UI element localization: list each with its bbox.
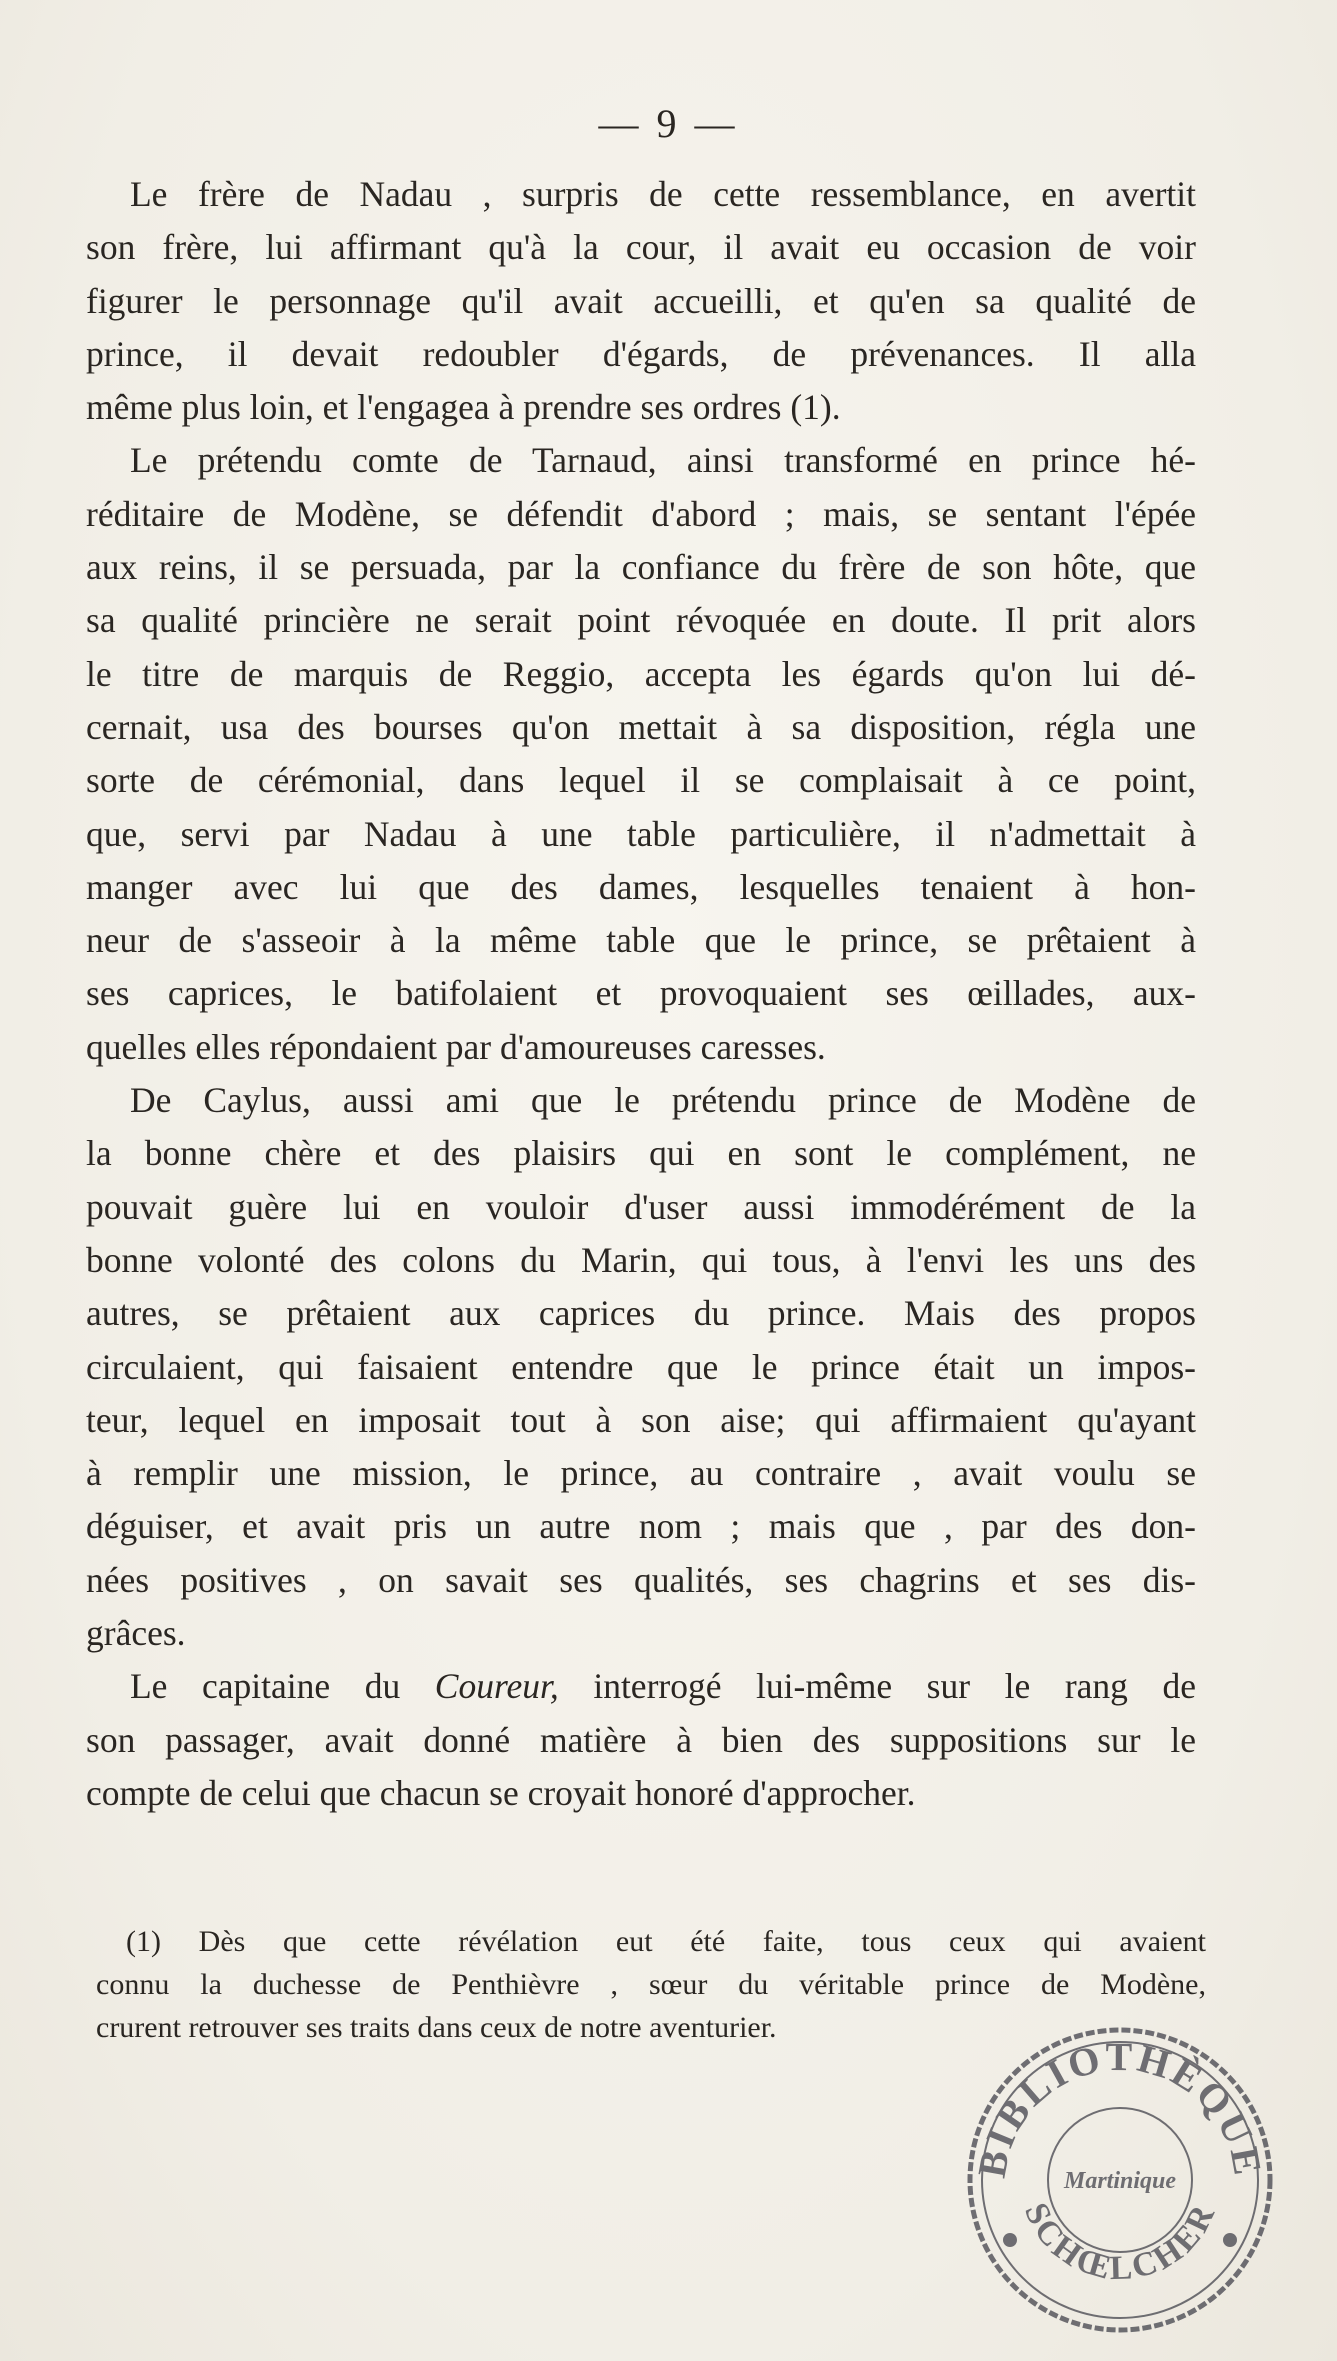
text-line: quelles elles répondaient par d'amoureuses caresses. [86, 1026, 826, 1067]
text-line: Le frère de Nadau , surpris de cette ressemblance, en avertit [130, 174, 1196, 214]
footnote-line: (1) Dès que cette révélation eut été faite, tous ceux qui avaient [126, 1925, 1206, 1958]
text-line: cernait, usa des bourses qu'on mettait à sa disposition, régla une [86, 706, 1196, 747]
footnote-line: crurent retrouver ses traits dans ceux de notre aventurier. [96, 2011, 777, 2044]
stamp-dot-left [1003, 2233, 1017, 2247]
text-line: De Caylus, aussi ami que le prétendu prince de Modène de [130, 1080, 1196, 1121]
text-line: prince, il devait redoubler d'égards, de prévenances. Il alla [86, 333, 1196, 374]
stamp-dot-right [1223, 2233, 1237, 2247]
text-line: le titre de marquis de Reggio, accepta les égards qu'on lui dé- [86, 653, 1196, 694]
stamp-top-text: BIBLIOTHÈQUE [968, 2033, 1272, 2181]
page-number: — 9 — [598, 101, 739, 146]
text-line: autres, se prêtaient aux caprices du prince. Mais des propos [86, 1293, 1196, 1334]
text-line: sa qualité princière ne serait point révoquée en doute. Il prit alors [86, 600, 1196, 641]
ship-name: Coureur, [434, 1666, 559, 1707]
text-line: compte de celui que chacun se croyait honoré d'approcher. [86, 1772, 916, 1813]
text-line: que, servi par Nadau à une table particulière, il n'admettait à [86, 813, 1196, 854]
stamp-bottom-text: SCHŒLCHER [1016, 2197, 1224, 2288]
body-text [86, 168, 1196, 1820]
text-line: circulaient, qui faisaient entendre que le prince était un impos- [86, 1346, 1196, 1387]
text-line [86, 1660, 1196, 1713]
text-line: réditaire de Modène, se défendit d'abord ; mais, se sentant l'épée [86, 493, 1196, 534]
footnote-line: connu la duchesse de Penthièvre , sœur du véritable prince de Modène, [96, 1968, 1206, 2001]
stamp-center-text: Martinique [1063, 2168, 1177, 2194]
text-line: manger avec lui que des dames, lesquelles tenaient à hon- [86, 866, 1196, 907]
text-line: même plus loin, et l'engagea à prendre ses ordres (1). [86, 387, 841, 428]
text-line: aux reins, il se persuada, par la confiance du frère de son hôte, que [86, 547, 1196, 588]
paragraph-2 [86, 434, 1196, 1074]
text-line: figurer le personnage qu'il avait accueilli, et qu'en sa qualité de [86, 280, 1196, 321]
text-line: à remplir une mission, le prince, au contraire , avait voulu se [86, 1453, 1196, 1494]
paragraph-1 [86, 168, 1196, 434]
text-line: déguiser, et avait pris un autre nom ; mais que , par des don- [86, 1506, 1196, 1547]
text-line: son passager, avait donné matière à bien des suppositions sur le [86, 1719, 1196, 1760]
text-line: pouvait guère lui en vouloir d'user aussi immodérément de la [86, 1186, 1196, 1227]
text-line: grâces. [86, 1613, 186, 1654]
text-line: nées positives , on savait ses qualités, ses chagrins et ses dis- [86, 1559, 1196, 1600]
text-line: son frère, lui affirmant qu'à la cour, il avait eu occasion de voir [86, 227, 1196, 268]
text-run: interrogé lui-même sur le rang de [558, 1666, 1196, 1707]
text-line: teur, lequel en imposait tout à son aise; qui affirmaient qu'ayant [86, 1399, 1196, 1440]
text-line: la bonne chère et des plaisirs qui en sont le complément, ne [86, 1133, 1196, 1174]
text-line: sorte de cérémonial, dans lequel il se complaisait à ce point, [86, 760, 1196, 801]
text-line: Le prétendu comte de Tarnaud, ainsi transformé en prince hé- [130, 440, 1196, 481]
text-line: ses caprices, le batifolaient et provoquaient ses œillades, aux- [86, 973, 1196, 1014]
text-line: neur de s'asseoir à la même table que le prince, se prêtaient à [86, 920, 1196, 961]
text-run: Le capitaine du [130, 1666, 435, 1707]
paragraph-4 [86, 1660, 1196, 1820]
text-line: bonne volonté des colons du Marin, qui tous, à l'envi les uns des [86, 1239, 1196, 1280]
paragraph-3 [86, 1074, 1196, 1660]
library-stamp [950, 2010, 1290, 2340]
